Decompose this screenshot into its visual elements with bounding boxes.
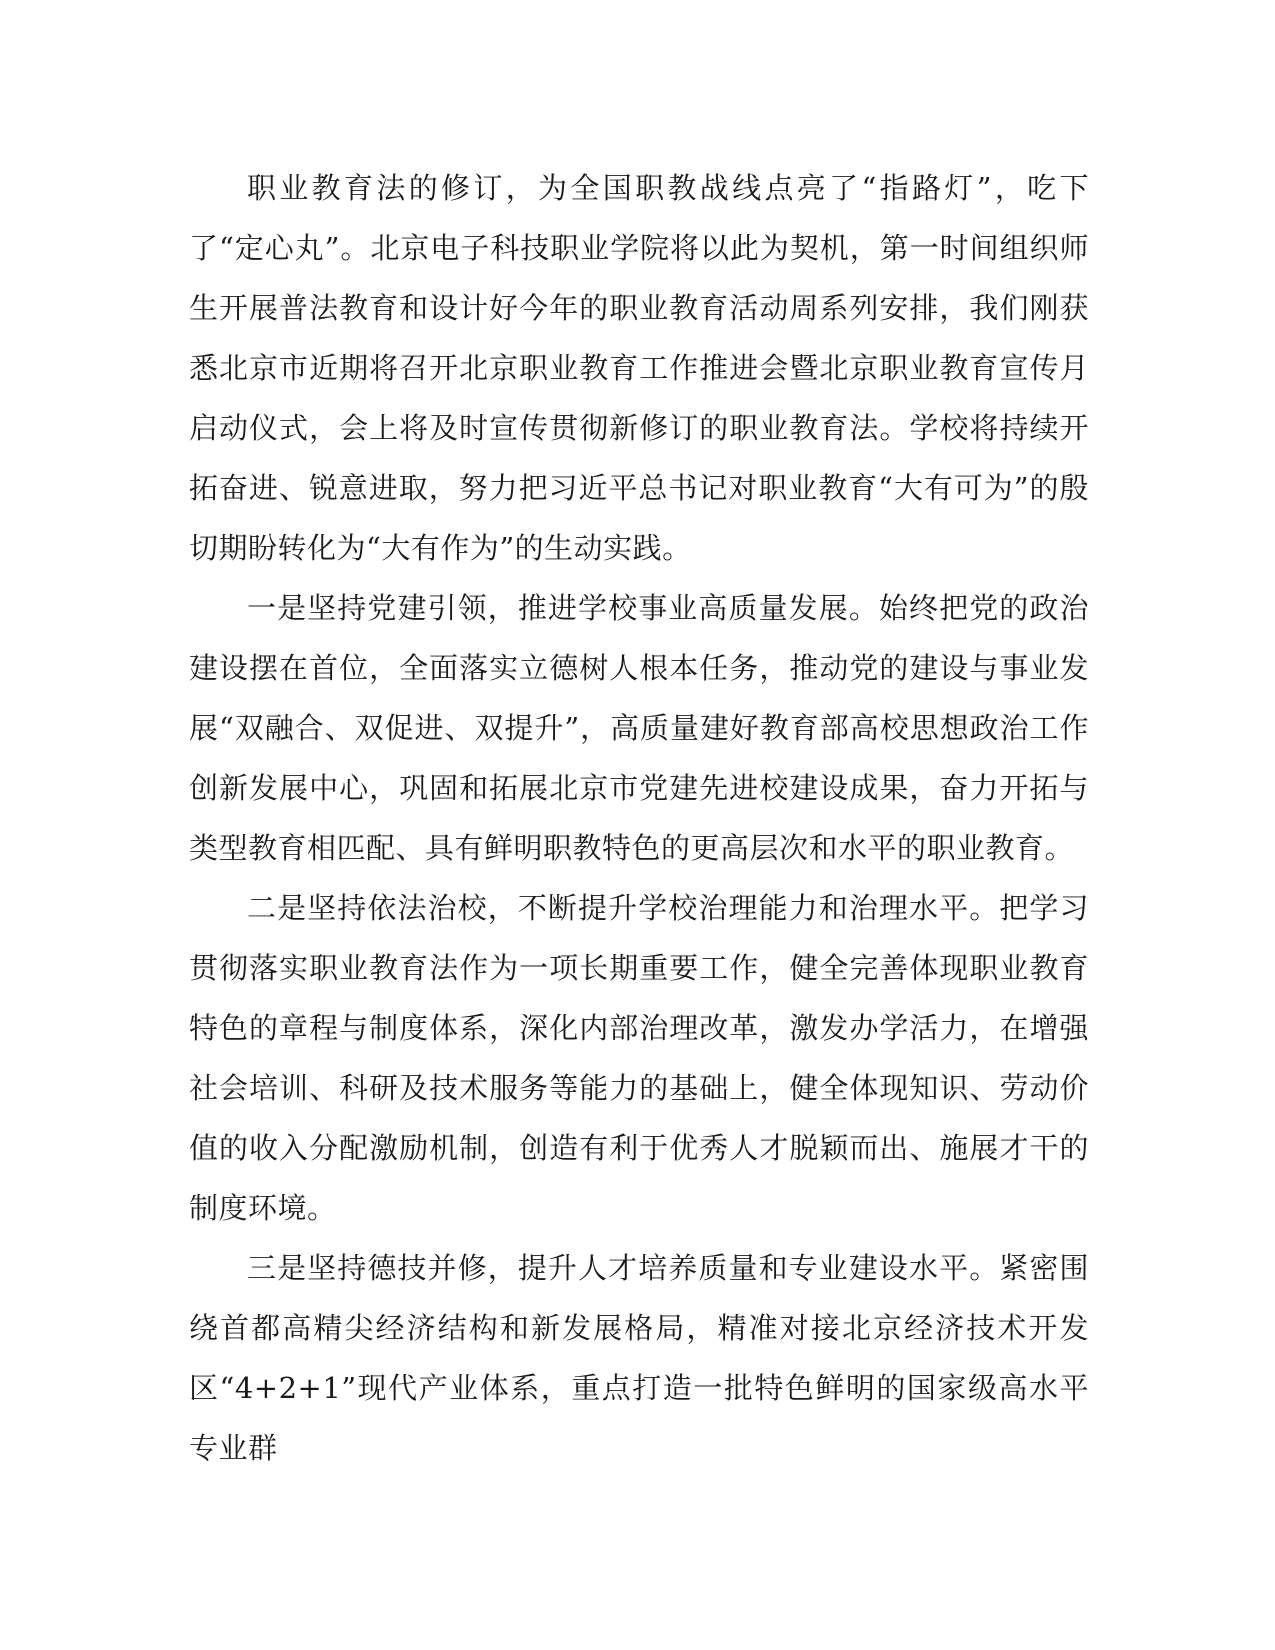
document-body — [189, 158, 1089, 1478]
paragraph-rule-of-law: 二是坚持依法治校，不断提升学校治理能力和治理水平。把学习贯彻落实职业教育法作为一项长期重要工作，健全完善体现职业教育特色的章程与制度体系，深化内部治理改革，激发办学活力，在增强社会培训、科研及技术服务等能力的基础上，健全体现知识、劳动价值的收入分配激励机制，创造有利于优秀人才脱颖而出、施展才干的制度环境。 — [189, 891, 1089, 1225]
paragraph-intro: 职业教育法的修订，为全国职教战线点亮了“指路灯”，吃下了“定心丸”。北京电子科技职业学院将以此为契机，第一时间组织师生开展普法教育和设计好今年的职业教育活动周系列安排，我们刚获悉北京市近期将召开北京职业教育工作推进会暨北京职业教育宣传月启动仪式，会上将及时宣传贯彻新修订的职业教育法。学校将持续开拓奋进、锐意进取，努力把习近平总书记对职业教育“大有可为”的殷切期盼转化为“大有作为”的生动实践。 — [189, 171, 1089, 565]
paragraph-moral-skills: 三是坚持德技并修，提升人才培养质量和专业建设水平。紧密围绕首都高精尖经济结构和新发展格局，精准对接北京经济技术开发区“4+2+1”现代产业体系，重点打造一批特色鲜明的国家级高水平专业群 — [189, 1251, 1089, 1465]
paragraph-party-building: 一是坚持党建引领，推进学校事业高质量发展。始终把党的政治建设摆在首位，全面落实立德树人根本任务，推动党的建设与事业发展“双融合、双促进、双提升”，高质量建好教育部高校思想政治工作创新发展中心，巩固和拓展北京市党建先进校建设成果，奋力开拓与类型教育相匹配、具有鲜明职教特色的更高层次和水平的职业教育。 — [189, 591, 1089, 865]
